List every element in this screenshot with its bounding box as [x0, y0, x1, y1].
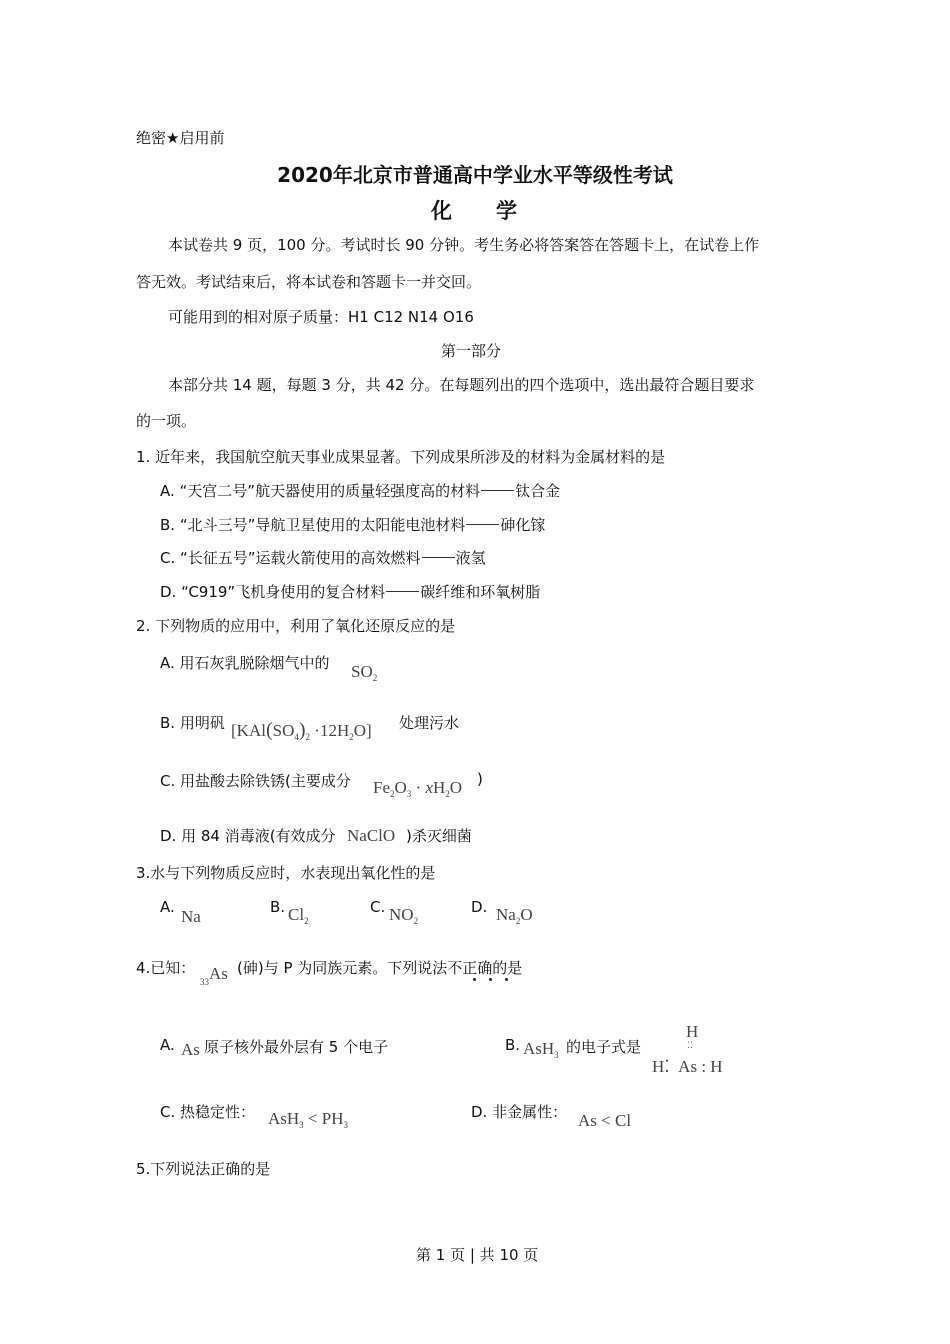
q1-c-answer: 液氢	[455, 549, 486, 567]
atomic-mass-line: 可能用到的相对原子质量：H1 C12 N14 O16	[168, 308, 474, 326]
emphasis-dot	[473, 978, 476, 981]
q1-c-label: C. “长征五号”运载火箭使用的高效燃料	[160, 549, 421, 567]
formula-ash3: AsH$_3$	[523, 1039, 559, 1060]
q1-d-label: D. “C919”飞机身使用的复合材料	[160, 583, 386, 601]
intro-line-2: 答无效。考试结束后，将本试卷和答题卡一并交回。	[136, 273, 482, 291]
q2-c-label: C. 用盐酸去除铁锈(主要成分	[160, 772, 351, 790]
q4-stem-post: (砷)与 P 为同族元素。下列说法不正确的是	[237, 959, 523, 977]
part-instruction-2: 的一项。	[136, 412, 197, 430]
q4-a-suffix: 原子核外最外层有 5 个电子	[204, 1038, 389, 1056]
exam-title: 2020年北京市普通高中学业水平等级性考试	[277, 163, 673, 187]
q1-b-label: B. “北斗三号”导航卫星使用的太阳能电池材料	[160, 516, 466, 534]
q2-a-label: A. 用石灰乳脱除烟气中的	[160, 654, 330, 672]
q1-option-b	[160, 514, 545, 535]
q4-b-suffix: 的电子式是	[566, 1038, 642, 1056]
formula-ash3-lt-ph3: $AsH_3 < PH_3$	[268, 1109, 348, 1130]
subject-char-1: 化	[431, 199, 454, 223]
formula-cl2: $Cl_2$	[288, 905, 309, 926]
q1-stem: 1. 近年来，我国航空航天事业成果显著。下列成果所涉及的材料为金属材料的是	[136, 448, 666, 466]
subject-char-2: 学	[496, 199, 519, 223]
q1-d-answer: 碳纤维和环氧树脂	[420, 583, 541, 601]
q4-d-label: D. 非金属性：	[471, 1103, 568, 1121]
q3-stem: 3.水与下列物质反应时，水表现出氧化性的是	[136, 864, 436, 882]
q2-b-suffix: 处理污水	[399, 714, 460, 732]
q3-c-label: C.	[370, 898, 386, 916]
formula-no2: $NO_2$	[389, 905, 419, 926]
subject-title	[0, 195, 950, 225]
formula-alum: $[KAl(SO_4)_2 \cdot 12H_2O]$	[231, 719, 372, 742]
confidential-label: 绝密★启用前	[136, 129, 225, 147]
q1-b-answer: 砷化镓	[500, 516, 546, 534]
formula-na: Na	[181, 907, 201, 926]
formula-so2: $SO_2$	[351, 662, 378, 683]
q3-d-label: D.	[471, 898, 488, 916]
electron-formula-row: H⁚ As : H	[652, 1057, 723, 1076]
q2-stem: 2. 下列物质的应用中，利用了氧化还原反应的是	[136, 617, 456, 635]
emphasis-dot	[505, 978, 508, 981]
q1-a-label: A. “天宫二号”航天器使用的质量轻强度高的材料	[160, 482, 481, 500]
formula-rust: $Fe_2O_3 \cdot xH_2O$	[373, 778, 463, 799]
q4-c-label: C. 热稳定性：	[160, 1103, 256, 1121]
part-instruction-1: 本部分共 14 题，每题 3 分，共 42 分。在每题列出的四个选项中，选出最符合题目要求	[168, 376, 755, 394]
q1-option-c	[160, 547, 486, 568]
q5-stem: 5.下列说法正确的是	[136, 1160, 271, 1178]
q1-a-answer: 钛合金	[515, 482, 561, 500]
q2-b-label: B. 用明矾	[160, 714, 225, 732]
formula-naclo: NaClO	[347, 826, 396, 845]
q2-d-suffix: )杀灭细菌	[406, 827, 472, 845]
q3-b-label: B.	[270, 898, 286, 916]
q1-option-d	[160, 581, 540, 602]
formula-33as: $_{33}$As	[200, 964, 228, 987]
intro-line-1: 本试卷共 9 页，100 分。考试时长 90 分钟。考生务必将答案答在答题卡上，在试卷上作	[168, 236, 760, 254]
formula-as: As	[181, 1040, 200, 1059]
q4-a-label: A.	[160, 1036, 175, 1054]
q2-c-suffix: )	[477, 770, 483, 788]
formula-as-lt-cl: As < Cl	[578, 1111, 632, 1130]
electron-formula-pair: ⁚⁚	[687, 1040, 693, 1050]
q1-option-a	[160, 480, 560, 501]
q3-a-label: A.	[160, 898, 175, 916]
q2-d-label: D. 用 84 消毒液(有效成分	[160, 827, 336, 845]
page-footer: 第 1 页 | 共 10 页	[416, 1246, 539, 1264]
part-title: 第一部分	[441, 342, 502, 360]
q4-stem-pre: 4.已知：	[136, 959, 196, 977]
formula-na2o: $Na_2O$	[496, 905, 533, 926]
electron-formula-top-h: H	[686, 1022, 699, 1041]
emphasis-dot	[489, 978, 492, 981]
q4-b-label: B.	[505, 1036, 521, 1054]
